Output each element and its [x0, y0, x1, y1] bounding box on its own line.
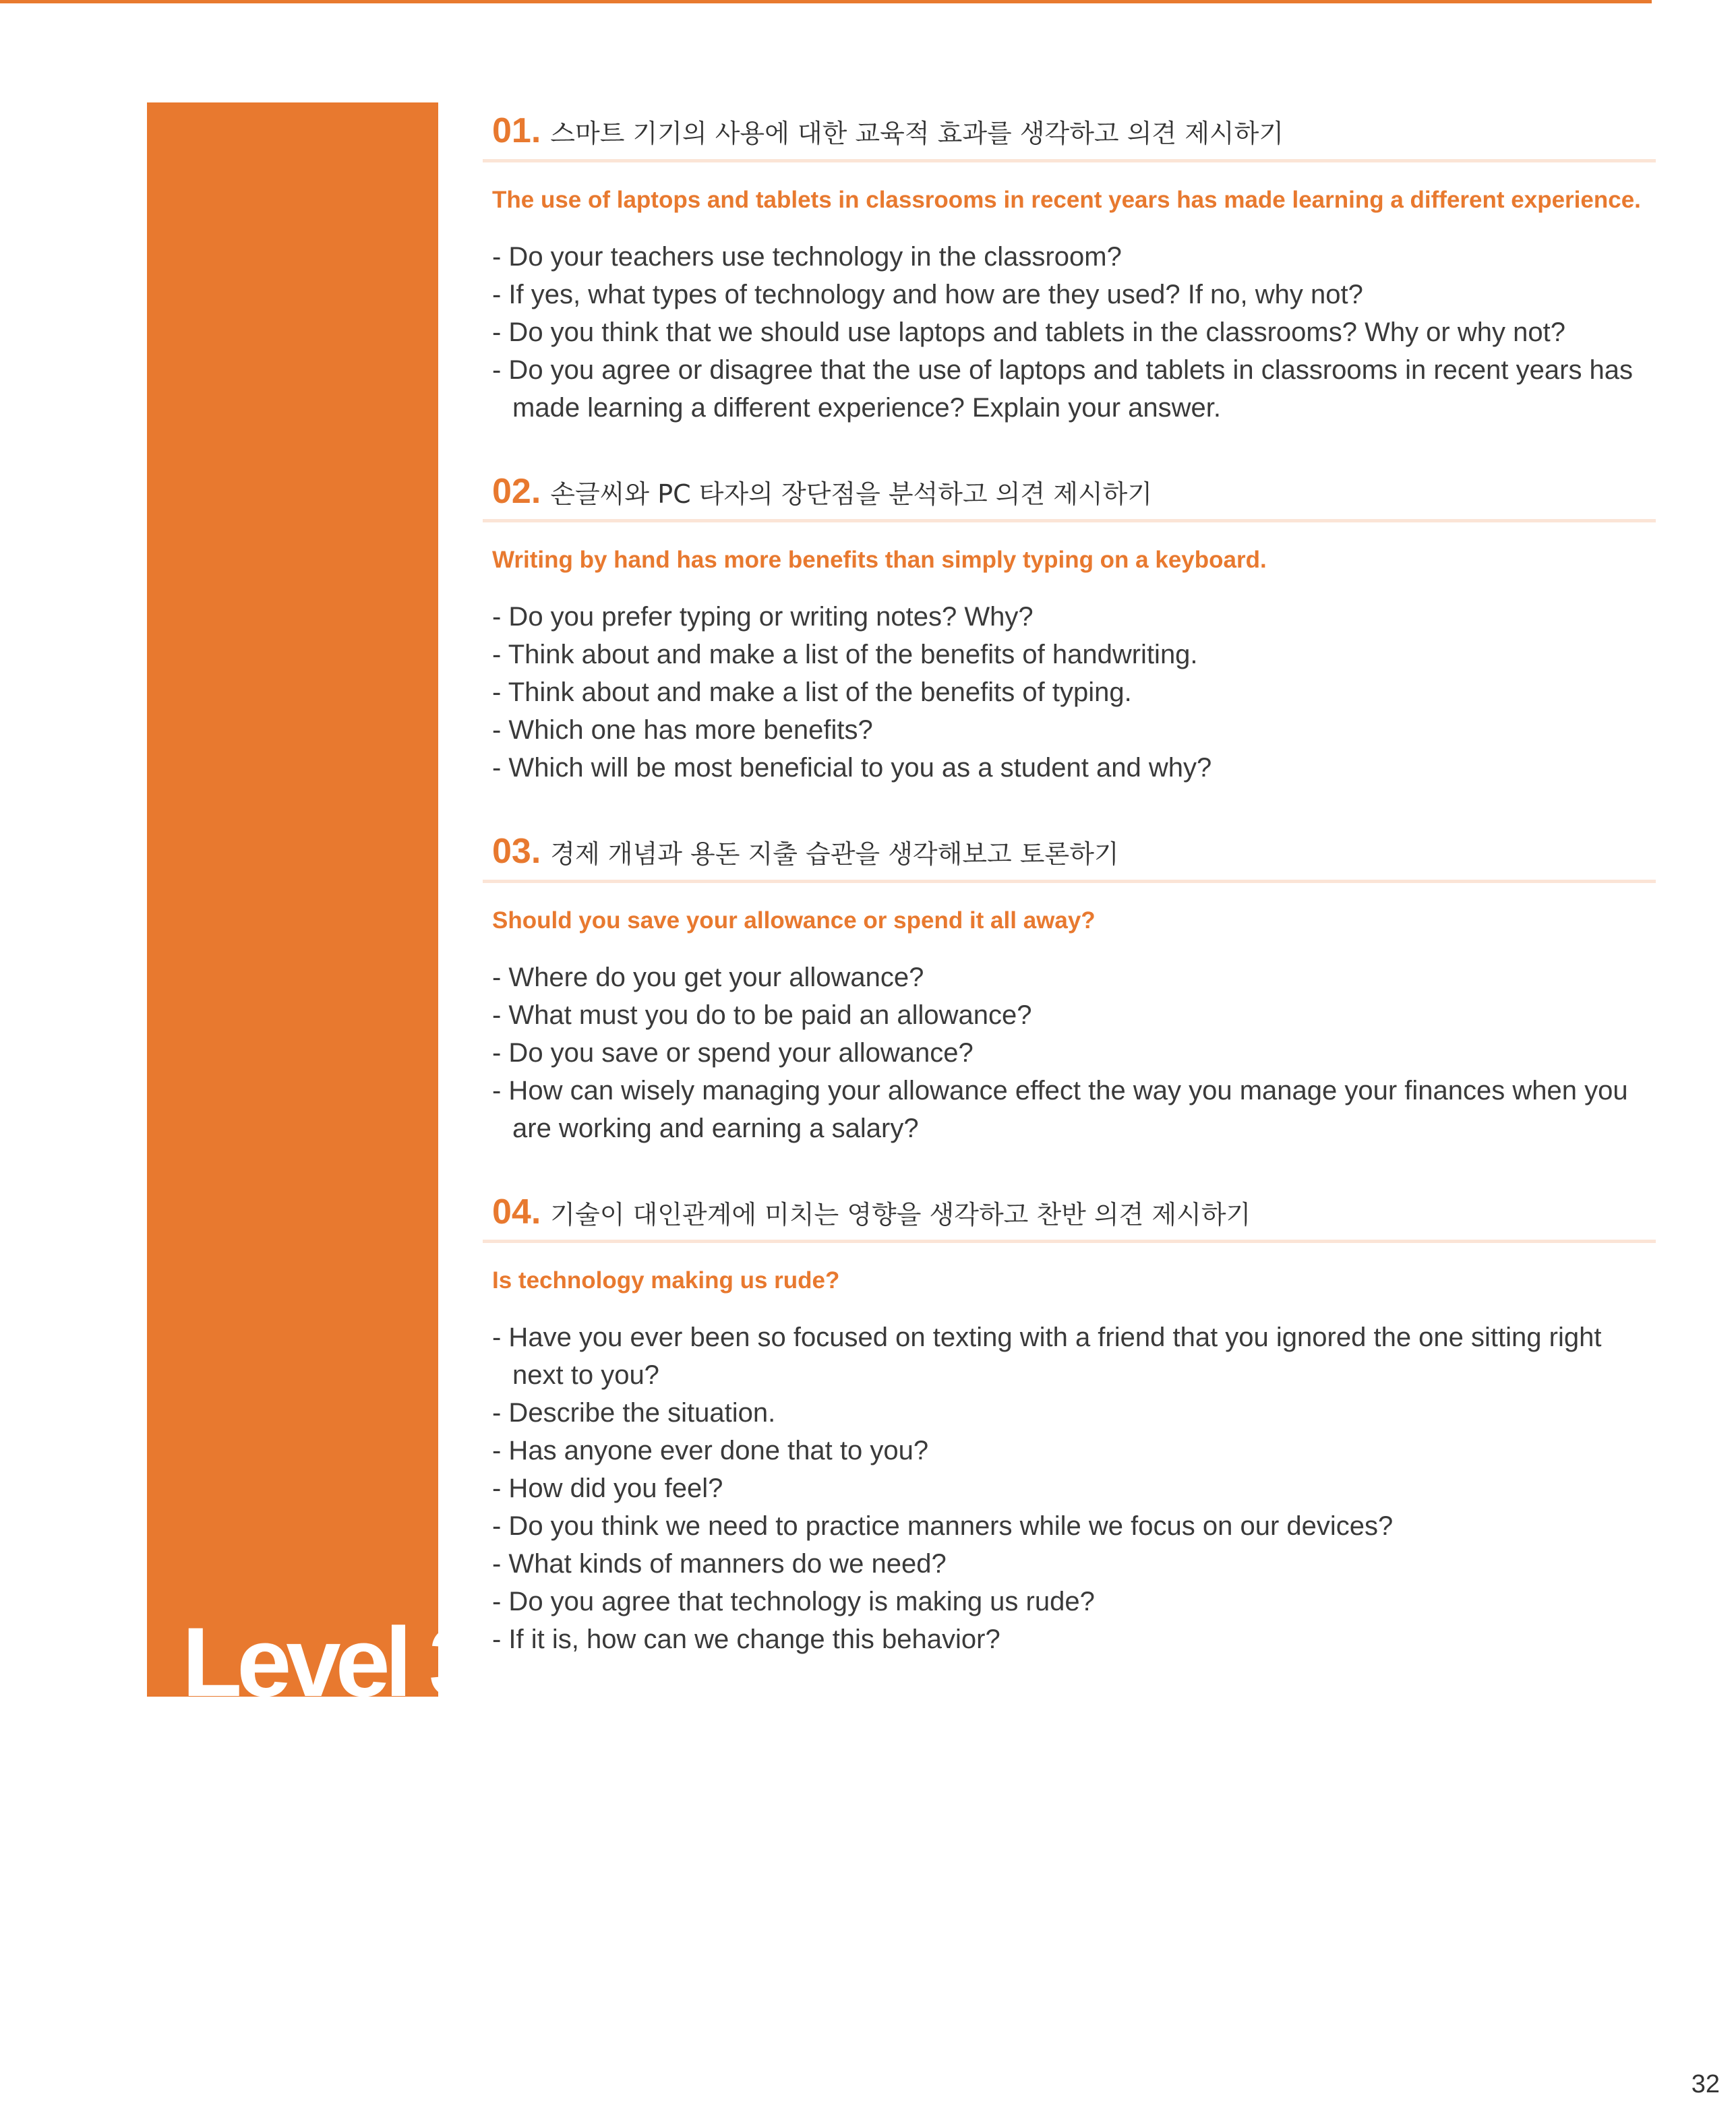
section-header [483, 468, 1656, 523]
question-item: - Do you prefer typing or writing notes? Why? [492, 602, 1034, 632]
section-01 [483, 108, 1656, 427]
question-item: - Describe the situation. [492, 1398, 776, 1428]
section-number: 04. [492, 1192, 541, 1232]
level-sidebar [147, 102, 479, 1717]
question-item: - Do your teachers use technology in the classroom? [492, 241, 1122, 272]
question-item: - Where do you get your allowance? [492, 962, 924, 992]
section-prompt: The use of laptops and tablets in classrooms in recent years has made learning a different experience. [492, 186, 1641, 213]
question-list [483, 959, 1656, 1147]
section-header [483, 828, 1656, 883]
section-title: 기술이 대인관계에 미치는 영향을 생각하고 찬반 의견 제시하기 [550, 1199, 1251, 1230]
question-list [483, 598, 1656, 787]
question-item: - Do you think that we should use laptops and tablets in the classrooms? Why or why not? [492, 317, 1565, 347]
question-item: - If yes, what types of technology and how are they used? If no, why not? [492, 279, 1363, 309]
page-number: 32 [1691, 2070, 1720, 2098]
section-03 [483, 828, 1656, 1147]
question-list [483, 238, 1656, 427]
question-item: - Which one has more benefits? [492, 715, 873, 746]
section-number: 03. [492, 832, 541, 872]
question-item: - Has anyone ever done that to you? [492, 1436, 929, 1466]
question-list [483, 1318, 1656, 1658]
section-header [483, 1189, 1656, 1244]
section-title: 손글씨와 PC 타자의 장단점을 분석하고 의견 제시하기 [550, 479, 1153, 509]
question-item: - Which will be most beneficial to you as a student and why? [492, 753, 1212, 783]
section-prompt: Should you save your allowance or spend it all away? [492, 907, 1096, 934]
section-header [483, 108, 1656, 162]
section-title: 경제 개념과 용돈 지출 습관을 생각해보고 토론하기 [550, 839, 1119, 870]
top-rule [0, 0, 1652, 3]
section-title: 스마트 기기의 사용에 대한 교육적 효과를 생각하고 의견 제시하기 [550, 119, 1284, 148]
question-item: - Do you think we need to practice manners while we focus on our devices? [492, 1511, 1394, 1542]
question-item: - Have you ever been so focused on texting with a friend that you ignored the one sitting right next to you? [492, 1323, 1602, 1391]
question-item: - If it is, how can we change this behavior? [492, 1625, 1000, 1655]
section-prompt: Writing by hand has more benefits than simply typing on a keyboard. [492, 547, 1267, 574]
question-item: - How can wisely managing your allowance effect the way you manage your finances when you are working and earning a salary? [492, 1075, 1628, 1143]
question-item: - Do you agree that technology is making us rude? [492, 1587, 1095, 1617]
question-item: - How did you feel? [492, 1474, 723, 1504]
section-prompt: Is technology making us rude? [492, 1267, 840, 1294]
question-item: - What must you do to be paid an allowance? [492, 1000, 1032, 1030]
question-item: - Do you save or spend your allowance? [492, 1037, 974, 1068]
section-04 [483, 1189, 1656, 1659]
section-02 [483, 468, 1656, 787]
question-item: - Do you agree or disagree that the use of laptops and tablets in classrooms in recent years has made learning a different experience? Explain your answer. [492, 355, 1634, 423]
section-number: 01. [492, 111, 541, 150]
question-item: - Think about and make a list of the benefits of handwriting. [492, 640, 1198, 670]
question-item: - What kinds of manners do we need? [492, 1549, 947, 1579]
content [483, 108, 1656, 1700]
question-item: - Think about and make a list of the benefits of typing. [492, 677, 1132, 708]
section-number: 02. [492, 471, 541, 511]
level-label: Level 3 [182, 1607, 479, 1717]
